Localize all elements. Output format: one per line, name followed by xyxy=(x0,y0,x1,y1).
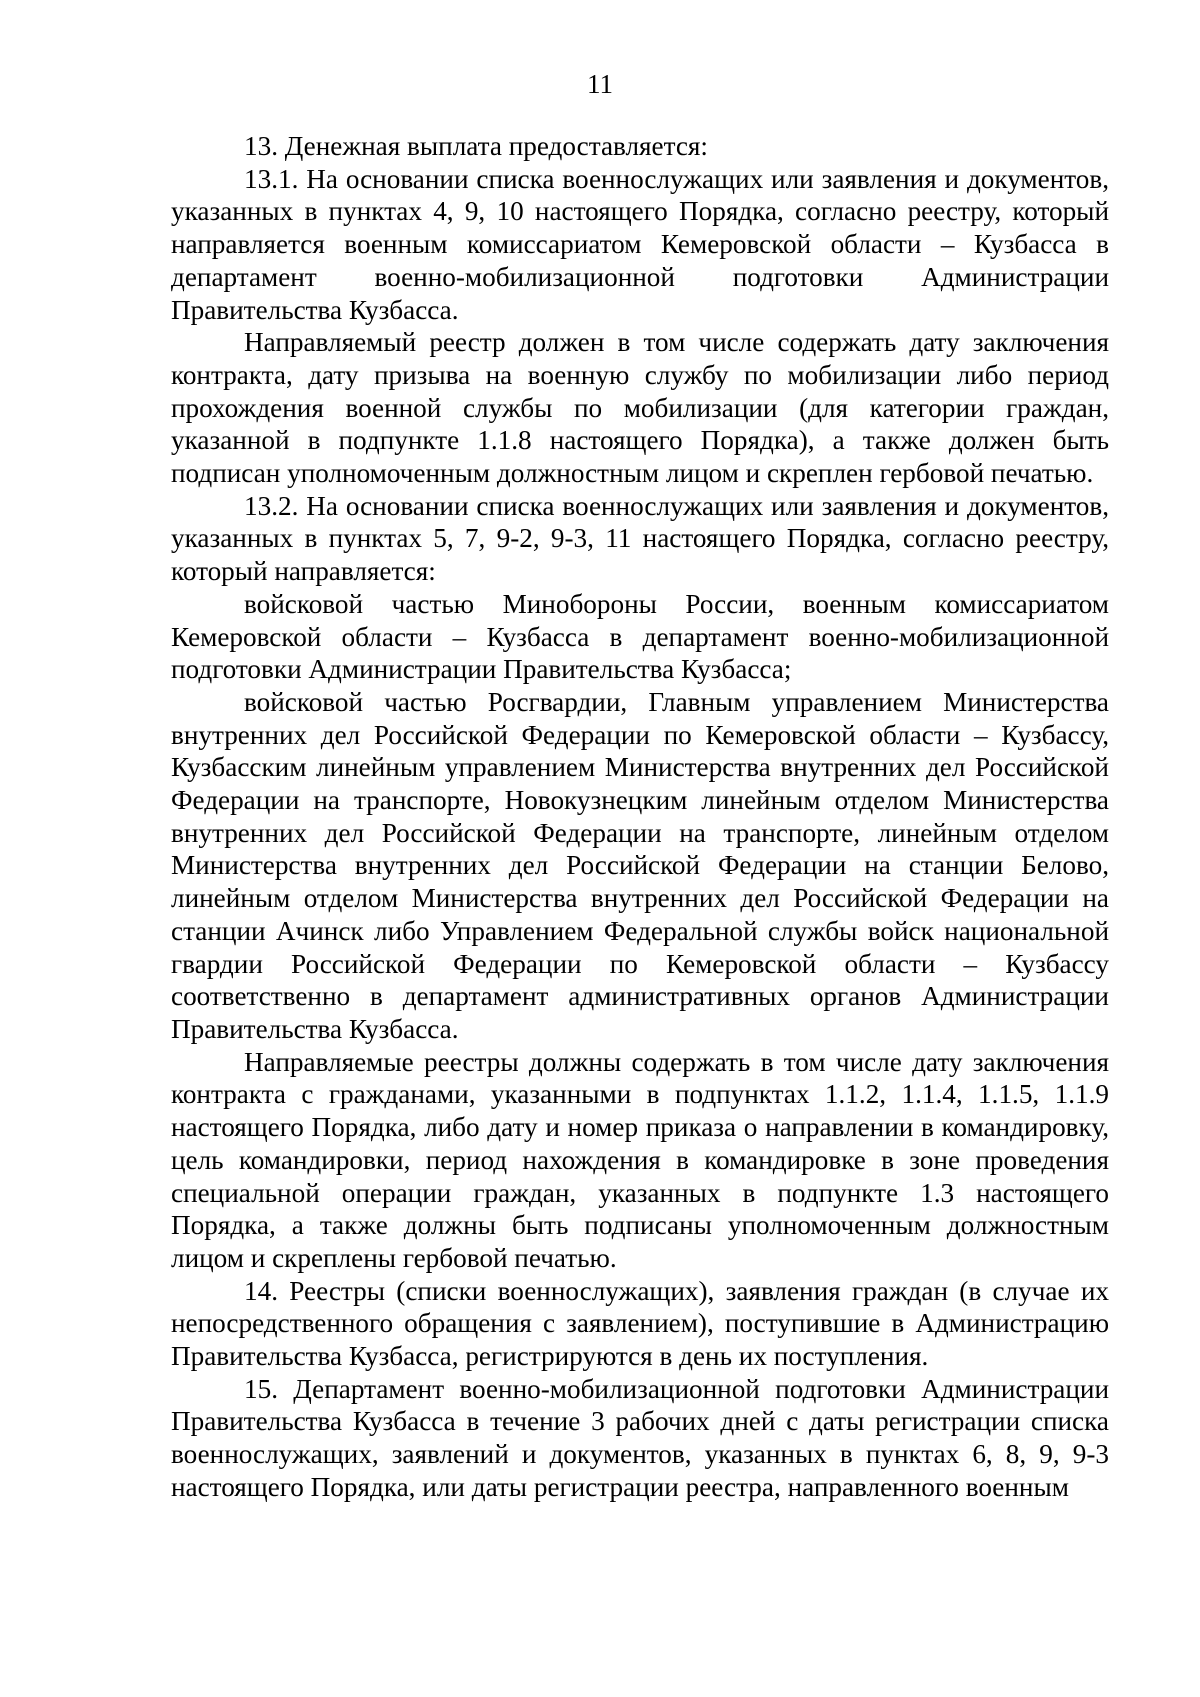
paragraph-13-2-rosgvardia-units: войсковой частью Росгвардии, Главным управлением Министерства внутренних дел Российской Федерации по Кемеровской области – Кузбассу, Кузбасским линейным управлением Министерства внутренних дел Российской Федерации на транспорте, Новокузнецким линейным отделом Министерства внутренних дел Российской Федерации на транспорте, линейным отделом Министерства внутренних дел Российской Федерации на станции Белово, линейным отделом Министерства внутренних дел Российской Федерации на станции Ачинск либо Управлением Федеральной службы войск национальной гвардии Российской Федерации по Кемеровской области – Кузбассу соответственно в департамент административных органов Администрации Правительства Кузбасса. xyxy=(171,686,1109,1044)
paragraph-14: 14. Реестры (списки военнослужащих), заявления граждан (в случае их непосредственного обращения с заявлением), поступившие в Администрацию Правительства Кузбасса, регистрируются в день их поступления. xyxy=(171,1275,1109,1372)
paragraph-15: 15. Департамент военно-мобилизационной подготовки Администрации Правительства Кузбасса в течение 3 рабочих дней с даты регистрации списка военнослужащих, заявлений и документов, указанных в пунктах 6, 8, 9, 9-3 настоящего Порядка, или даты регистрации реестра, направленного военным xyxy=(171,1373,1109,1502)
paragraph-13-1: 13.1. На основании списка военнослужащих или заявления и документов, указанных в пунктах 4, 9, 10 настоящего Порядка, согласно реестру, который направляется военным комиссариатом Кемеровской области – Кузбасса в департамент военно-мобилизационной подготовки Администрации Правительства Кузбасса. xyxy=(171,163,1109,325)
paragraph-13-2-mod-units: войсковой частью Минобороны России, военным комиссариатом Кемеровской области – Кузбасса в департамент военно-мобилизационной подготовки Администрации Правительства Кузбасса; xyxy=(171,588,1109,685)
paragraph-13: 13. Денежная выплата предоставляется: xyxy=(244,131,708,161)
paragraph-13-2: 13.2. На основании списка военнослужащих или заявления и документов, указанных в пунктах 5, 7, 9-2, 9-3, 11 настоящего Порядка, согласно реестру, который направляется: xyxy=(171,490,1109,587)
paragraph-13-2-registry-requirements: Направляемые реестры должны содержать в том числе дату заключения контракта с гражданами, указанными в подпунктах 1.1.2, 1.1.4, 1.1.5, 1.1.9 настоящего Порядка, либо дату и номер приказа о направлении в командировку, цель командировки, период нахождения в командировке в зоне проведения специальной операции граждан, указанных в подпункте 1.3 настоящего Порядка, а также должны быть подписаны уполномоченным должностным лицом и скреплены гербовой печатью. xyxy=(171,1046,1109,1273)
document-body xyxy=(171,130,1109,1504)
page-number: 11 xyxy=(587,69,613,99)
paragraph-13-1-registry-requirements: Направляемый реестр должен в том числе содержать дату заключения контракта, дату призыва на военную службу по мобилизации либо период прохождения военной службы по мобилизации (для категории граждан, указанной в подпункте 1.1.8 настоящего Порядка), а также должен быть подписан уполномоченным должностным лицом и скреплен гербовой печатью. xyxy=(171,327,1109,489)
